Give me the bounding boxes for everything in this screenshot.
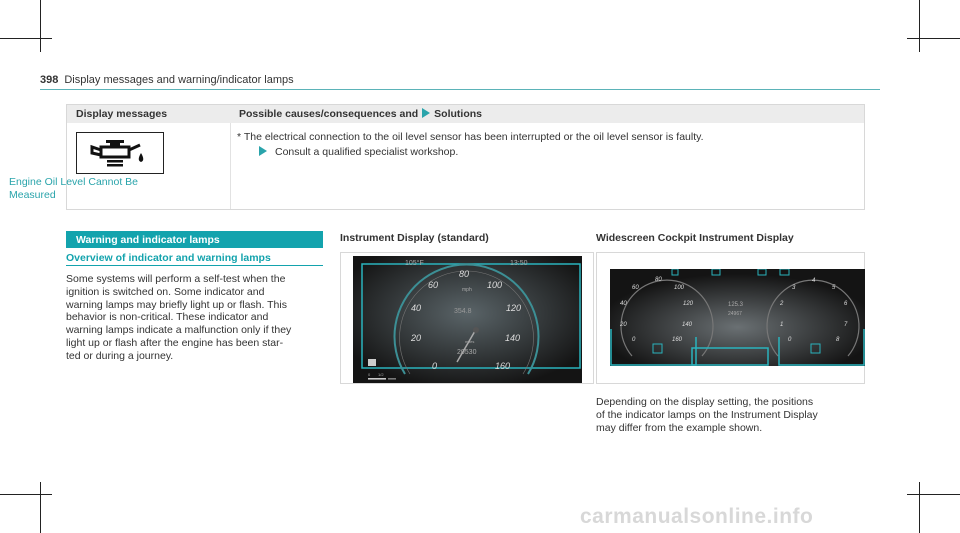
page-header <box>40 74 294 86</box>
speed-tick-label: 80 <box>655 277 662 283</box>
column-divider <box>230 123 231 209</box>
caption-line: may differ from the example shown. <box>596 421 763 434</box>
solution-step <box>259 146 458 158</box>
col-causes-prefix: Possible causes/consequences and <box>239 108 419 120</box>
odometer-readout: 24967 <box>728 311 742 317</box>
rpm-tick-label: 5 <box>832 285 836 291</box>
speed-tick-label: 140 <box>682 322 693 328</box>
rpm-tick-label: 8 <box>836 337 840 343</box>
odometer-readout: 20530 <box>457 349 477 356</box>
page-title: Display messages and warning/indicator lamps <box>64 74 294 86</box>
speed-tick-label: 20 <box>620 322 627 328</box>
rpm-tick-label: 2 <box>780 301 784 307</box>
col-causes-solutions <box>239 108 482 120</box>
speed-tick-label: 0 <box>632 337 636 343</box>
temp-readout: 105°F <box>405 260 424 267</box>
speed-tick-label: 20 <box>411 333 422 343</box>
section-subtitle: Overview of indicator and warning lamps <box>66 252 271 264</box>
standard-display-heading: Instrument Display (standard) <box>340 232 489 244</box>
speed-tick-label: 40 <box>620 301 627 307</box>
body-line: behavior is non-critical. These indicator and <box>66 311 269 324</box>
table-header <box>67 105 864 123</box>
caption-line: Depending on the display setting, the positions <box>596 396 814 408</box>
speed-tick-label: 160 <box>495 361 511 371</box>
odometer-label: miles <box>465 339 475 344</box>
time-readout: 13:50 <box>510 260 528 267</box>
speed-tick-label: 100 <box>674 285 685 291</box>
widescreen-display-screen <box>610 269 865 366</box>
speed-tick-label: 120 <box>683 301 694 307</box>
fuel-tick-label: 1/2 <box>378 372 384 377</box>
standard-display-screen <box>353 256 582 383</box>
display-messages-table <box>66 104 865 210</box>
speed-tick-label: 60 <box>428 280 439 290</box>
speed-tick-label: 60 <box>632 285 639 291</box>
widescreen-display-figure <box>596 252 865 384</box>
body-line: warning lamps indicate a malfunction only if they <box>66 324 292 337</box>
section-title: Warning and indicator lamps <box>66 231 323 248</box>
unit-label: mph <box>462 287 472 293</box>
rpm-tick-label: 7 <box>844 322 848 328</box>
rpm-tick-label: 3 <box>792 285 796 291</box>
standard-display-figure <box>340 252 594 384</box>
speed-tick-label: 160 <box>672 337 683 343</box>
section-body <box>66 273 326 363</box>
solution-text: Consult a qualified specialist workshop. <box>275 146 459 158</box>
rpm-tick-label: 4 <box>812 278 816 284</box>
rpm-tick-label: 0 <box>788 337 792 343</box>
message-label: Engine Oil Level Cannot Be Measured <box>9 176 138 201</box>
speed-tick-label: 0 <box>432 361 438 371</box>
watermark: carmanualsonline.info <box>580 505 814 528</box>
rpm-tick-label: 6 <box>844 301 848 307</box>
cause-text: * The electrical connection to the oil level sensor has been interrupted or the oil level sensor is faulty. <box>237 131 704 143</box>
engine-oil-level-icon <box>76 132 164 174</box>
fuel-tick-label: 0 <box>368 372 371 377</box>
trip-readout: 354.8 <box>454 308 472 315</box>
widescreen-display-heading: Widescreen Cockpit Instrument Display <box>596 232 794 244</box>
body-line: ignition is switched on. Some indicator and <box>66 285 265 298</box>
subtitle-divider <box>66 265 323 266</box>
speed-tick-label: 40 <box>411 303 422 313</box>
figure-caption <box>596 396 866 434</box>
col-display-messages: Display messages <box>76 108 168 120</box>
col-causes-suffix: Solutions <box>434 108 483 120</box>
arrow-icon <box>422 108 430 118</box>
body-line: ted or during a journey. <box>66 349 174 362</box>
body-line: warning lamps may briefly light up or flash. This <box>66 298 287 311</box>
rpm-tick-label: 1 <box>780 322 784 328</box>
speed-tick-label: 80 <box>459 269 470 279</box>
speed-tick-label: 140 <box>505 333 521 343</box>
header-divider <box>40 89 880 90</box>
trip-readout: 125.3 <box>728 302 744 308</box>
caption-line: of the indicator lamps on the Instrument Display <box>596 408 818 421</box>
speed-tick-label: 100 <box>487 280 503 290</box>
body-line: light up or flash after the engine has been star- <box>66 336 284 349</box>
speed-tick-label: 120 <box>506 303 522 313</box>
body-line: Some systems will perform a self-test when the <box>66 273 286 285</box>
arrow-icon <box>259 146 267 156</box>
page-number: 398 <box>40 74 59 86</box>
